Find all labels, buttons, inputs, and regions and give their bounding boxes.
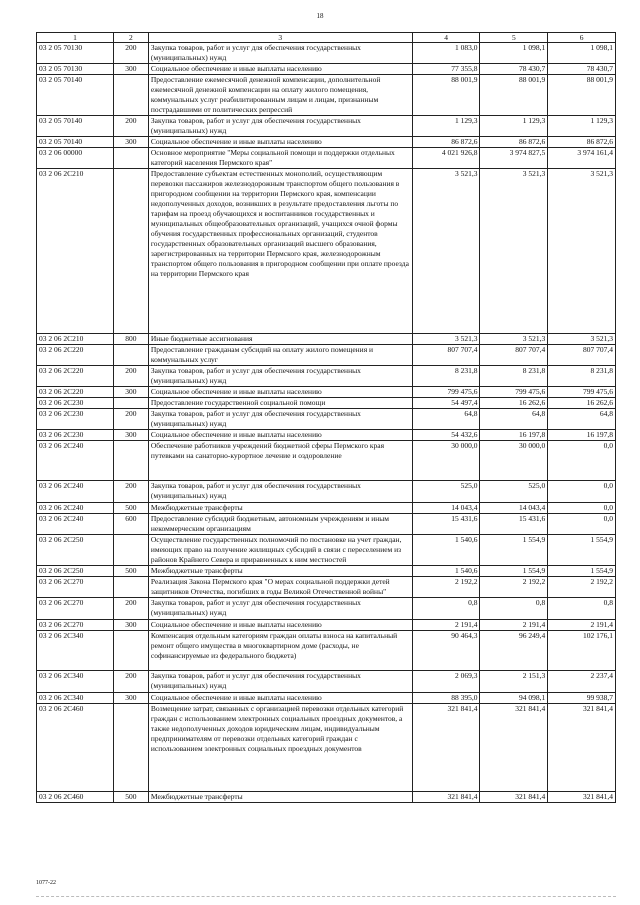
- table-row: [37, 409, 616, 430]
- cell-value-col5: 94 098,1: [480, 693, 548, 704]
- cell-kvr: [113, 631, 148, 671]
- header-col-1: 1: [37, 33, 114, 43]
- cell-value-col4: 88 395,0: [412, 693, 480, 704]
- budget-table: [36, 32, 616, 803]
- cell-value-col4: 2 191,4: [412, 620, 480, 631]
- table-row: [37, 430, 616, 441]
- table-row: [37, 481, 616, 503]
- cell-value-col6: 0,8: [548, 598, 616, 620]
- cell-name: Предоставление ежемесячной денежной компенсации, дополнительной ежемесячной денежной компенсации на оплату жилого помещения, коммунальных услуг реабилитированным лицам и лицам, признанным пострадавшими от политических репрессий: [148, 75, 412, 116]
- cell-value-col4: 1 540,6: [412, 566, 480, 577]
- table-row: [37, 503, 616, 514]
- cell-name: Закупка товаров, работ и услуг для обеспечения государственных (муниципальных) нужд: [148, 366, 412, 387]
- table-row: [37, 116, 616, 137]
- cell-value-col4: 321 841,4: [412, 792, 480, 803]
- cell-kvr: [113, 148, 148, 169]
- cell-value-col5: 1 554,9: [480, 566, 548, 577]
- cell-value-col4: 525,0: [412, 481, 480, 503]
- cell-name: Компенсация отдельным категориям граждан оплаты взноса на капитальный ремонт общего имущества в многоквартирном доме (расходы, не софинансируемые из федерального бюджета): [148, 631, 412, 671]
- cell-value-col5: 88 001,9: [480, 75, 548, 116]
- header-col-3: 3: [148, 33, 412, 43]
- cell-value-col6: 2 191,4: [548, 620, 616, 631]
- cell-name: Закупка товаров, работ и услуг для обеспечения государственных (муниципальных) нужд: [148, 43, 412, 64]
- cell-value-col6: 99 938,7: [548, 693, 616, 704]
- cell-value-col5: 16 197,8: [480, 430, 548, 441]
- cell-name: Социальное обеспечение и иные выплаты населению: [148, 430, 412, 441]
- cell-name: Межбюджетные трансферты: [148, 792, 412, 803]
- cell-kvr: 300: [113, 137, 148, 148]
- cell-name: Социальное обеспечение и иные выплаты населению: [148, 137, 412, 148]
- cell-name: Социальное обеспечение и иные выплаты населению: [148, 64, 412, 75]
- cell-code: 03 2 05 70140: [37, 116, 114, 137]
- cell-code: 03 2 06 2C230: [37, 398, 114, 409]
- cell-kvr: 500: [113, 503, 148, 514]
- cell-value-col5: 14 043,4: [480, 503, 548, 514]
- cell-code: 03 2 06 2C460: [37, 704, 114, 792]
- header-col-2: 2: [113, 33, 148, 43]
- cell-kvr: 500: [113, 792, 148, 803]
- cell-value-col6: 0,0: [548, 481, 616, 503]
- header-col-5: 5: [480, 33, 548, 43]
- cell-value-col6: 3 521,3: [548, 334, 616, 345]
- cell-value-col6: 2 237,4: [548, 671, 616, 693]
- cell-value-col6: 0,0: [548, 514, 616, 535]
- cell-code: 03 2 06 2C230: [37, 430, 114, 441]
- cell-name: Осуществление государственных полномочий по постановке на учет граждан, имеющих право на получение жилищных субсидий в связи с переселением из районов Крайнего Севера и приравненных к ним местностей: [148, 535, 412, 566]
- table-row: [37, 792, 616, 803]
- cell-value-col5: 15 431,6: [480, 514, 548, 535]
- cell-value-col6: 321 841,4: [548, 792, 616, 803]
- cell-name: Закупка товаров, работ и услуг для обеспечения государственных (муниципальных) нужд: [148, 481, 412, 503]
- table-row: [37, 43, 616, 64]
- table-row: [37, 148, 616, 169]
- cell-value-col5: 30 000,0: [480, 441, 548, 481]
- cell-value-col4: 3 521,3: [412, 334, 480, 345]
- cell-code: 03 2 05 70140: [37, 75, 114, 116]
- cell-value-col5: 321 841,4: [480, 792, 548, 803]
- table-row: [37, 366, 616, 387]
- table-row: [37, 387, 616, 398]
- cell-code: 03 2 06 2C250: [37, 566, 114, 577]
- cell-value-col5: 64,8: [480, 409, 548, 430]
- cell-kvr: 300: [113, 387, 148, 398]
- cell-code: 03 2 06 2C230: [37, 409, 114, 430]
- cell-value-col6: 3 974 161,4: [548, 148, 616, 169]
- cell-code: 03 2 06 2C340: [37, 693, 114, 704]
- cell-value-col5: 807 707,4: [480, 345, 548, 366]
- cell-code: 03 2 06 2C240: [37, 514, 114, 535]
- cell-value-col5: 321 841,4: [480, 704, 548, 792]
- cell-name: Иные бюджетные ассигнования: [148, 334, 412, 345]
- table-row: [37, 169, 616, 334]
- cell-value-col6: 0,0: [548, 503, 616, 514]
- table-row: [37, 671, 616, 693]
- cell-value-col4: 1 129,3: [412, 116, 480, 137]
- cell-kvr: [113, 75, 148, 116]
- table-row: [37, 334, 616, 345]
- cell-value-col4: 8 231,8: [412, 366, 480, 387]
- cell-value-col6: 1 129,3: [548, 116, 616, 137]
- cell-value-col4: 90 464,3: [412, 631, 480, 671]
- header-col-6: 6: [548, 33, 616, 43]
- cell-code: 03 2 06 2C220: [37, 366, 114, 387]
- cell-value-col4: 3 521,3: [412, 169, 480, 334]
- cell-code: 03 2 06 2C210: [37, 334, 114, 345]
- cell-value-col4: 54 432,6: [412, 430, 480, 441]
- cell-value-col6: 799 475,6: [548, 387, 616, 398]
- cell-kvr: 300: [113, 693, 148, 704]
- cell-code: 03 2 05 70130: [37, 64, 114, 75]
- table-row: [37, 704, 616, 792]
- cell-value-col5: 2 151,3: [480, 671, 548, 693]
- cell-name: Предоставление субъектам естественных монополий, осуществляющим перевозки пассажиров железнодорожным транспортом общего пользования в пригородном сообщении на территории Пермского края, компенсации недополученных доходов, возникших в результате предоставления льготы по тарифам на проезд обучающихся и воспитанников государственных и муниципальных общеобразовательных организаций, учащихся очной формы обучения государственных профессиональных организаций, студентов государственных образовательных организаций высшего образования, зарегистрированных на территории Пермского края, железнодорожным транспортом общего пользования в пригородном сообщении при оплате проезда на территории Пермского края: [148, 169, 412, 334]
- cell-code: 03 2 06 2C250: [37, 535, 114, 566]
- table-body: [37, 43, 616, 803]
- cell-name: Закупка товаров, работ и услуг для обеспечения государственных (муниципальных) нужд: [148, 409, 412, 430]
- cell-code: 03 2 06 2C460: [37, 792, 114, 803]
- cell-kvr: 200: [113, 116, 148, 137]
- cell-value-col5: 0,8: [480, 598, 548, 620]
- cell-value-col6: 321 841,4: [548, 704, 616, 792]
- cell-kvr: [113, 704, 148, 792]
- cell-kvr: 500: [113, 566, 148, 577]
- cell-value-col4: 88 001,9: [412, 75, 480, 116]
- cell-code: 03 2 06 00000: [37, 148, 114, 169]
- cell-value-col4: 0,8: [412, 598, 480, 620]
- cell-code: 03 2 06 2C270: [37, 577, 114, 598]
- cell-code: 03 2 05 70130: [37, 43, 114, 64]
- footer-code: 1077-22: [36, 880, 56, 886]
- cell-code: 03 2 06 2C220: [37, 387, 114, 398]
- cell-name: Социальное обеспечение и иные выплаты населению: [148, 387, 412, 398]
- table-row: [37, 535, 616, 566]
- cell-value-col5: 3 974 827,5: [480, 148, 548, 169]
- cell-name: Предоставление субсидий бюджетным, автономным учреждениям и иным некоммерческим организациям: [148, 514, 412, 535]
- cell-value-col5: 8 231,8: [480, 366, 548, 387]
- cell-value-col5: 96 249,4: [480, 631, 548, 671]
- table-row: [37, 137, 616, 148]
- cell-code: 03 2 05 70140: [37, 137, 114, 148]
- table-row: [37, 631, 616, 671]
- cell-value-col6: 1 554,9: [548, 535, 616, 566]
- table-row: [37, 75, 616, 116]
- table-row: [37, 620, 616, 631]
- cell-name: Социальное обеспечение и иные выплаты населению: [148, 693, 412, 704]
- cell-kvr: 300: [113, 64, 148, 75]
- cell-kvr: 200: [113, 598, 148, 620]
- cell-value-col4: 2 069,3: [412, 671, 480, 693]
- cell-value-col4: 799 475,6: [412, 387, 480, 398]
- cell-code: 03 2 06 2C340: [37, 631, 114, 671]
- cell-kvr: [113, 441, 148, 481]
- cell-value-col5: 2 192,2: [480, 577, 548, 598]
- cell-value-col5: 1 129,3: [480, 116, 548, 137]
- cell-value-col5: 78 430,7: [480, 64, 548, 75]
- cell-value-col6: 807 707,4: [548, 345, 616, 366]
- cell-kvr: 200: [113, 481, 148, 503]
- table-row: [37, 577, 616, 598]
- cell-value-col5: 86 872,6: [480, 137, 548, 148]
- cell-code: 03 2 06 2C240: [37, 503, 114, 514]
- cell-kvr: 200: [113, 43, 148, 64]
- cell-code: 03 2 06 2C270: [37, 620, 114, 631]
- table-row: [37, 514, 616, 535]
- cell-value-col6: 16 262,6: [548, 398, 616, 409]
- cell-kvr: [113, 398, 148, 409]
- cell-value-col4: 807 707,4: [412, 345, 480, 366]
- cell-value-col6: 3 521,3: [548, 169, 616, 334]
- cell-value-col4: 15 431,6: [412, 514, 480, 535]
- cell-value-col5: 3 521,3: [480, 334, 548, 345]
- cell-value-col4: 54 497,4: [412, 398, 480, 409]
- cell-code: 03 2 06 2C240: [37, 441, 114, 481]
- cell-kvr: 600: [113, 514, 148, 535]
- cell-value-col6: 102 176,1: [548, 631, 616, 671]
- cell-value-col6: 1 554,9: [548, 566, 616, 577]
- cell-value-col5: 3 521,3: [480, 169, 548, 334]
- cell-value-col4: 30 000,0: [412, 441, 480, 481]
- cell-value-col4: 1 083,0: [412, 43, 480, 64]
- cell-value-col6: 16 197,8: [548, 430, 616, 441]
- cell-value-col4: 86 872,6: [412, 137, 480, 148]
- cell-code: 03 2 06 2C340: [37, 671, 114, 693]
- cell-value-col4: 1 540,6: [412, 535, 480, 566]
- cell-name: Предоставление гражданам субсидий на оплату жилого помещения и коммунальных услуг: [148, 345, 412, 366]
- cell-value-col6: 8 231,8: [548, 366, 616, 387]
- table-row: [37, 693, 616, 704]
- page-number: 18: [316, 12, 324, 20]
- cell-kvr: [113, 535, 148, 566]
- cell-name: Межбюджетные трансферты: [148, 503, 412, 514]
- cell-value-col5: 2 191,4: [480, 620, 548, 631]
- cell-name: Возмещение затрат, связанных с организацией перевозки отдельных категорий граждан с использованием электронных социальных проездных документов, а также недополученных доходов юридическим лицам, индивидуальным предпринимателям от перевозки отдельных категорий граждан с использованием электронных социальных проездных документов: [148, 704, 412, 792]
- cell-name: Основное мероприятие "Меры социальной помощи и поддержки отдельных категорий населения Пермского края": [148, 148, 412, 169]
- cell-name: Закупка товаров, работ и услуг для обеспечения государственных (муниципальных) нужд: [148, 671, 412, 693]
- table-header-row: [37, 33, 616, 43]
- cell-kvr: 200: [113, 671, 148, 693]
- cell-value-col6: 2 192,2: [548, 577, 616, 598]
- cell-value-col5: 525,0: [480, 481, 548, 503]
- cell-value-col6: 88 001,9: [548, 75, 616, 116]
- cell-name: Закупка товаров, работ и услуг для обеспечения государственных (муниципальных) нужд: [148, 598, 412, 620]
- cell-name: Предоставление государственной социальной помощи: [148, 398, 412, 409]
- cell-kvr: [113, 577, 148, 598]
- cell-value-col4: 4 021 926,8: [412, 148, 480, 169]
- cell-kvr: [113, 169, 148, 334]
- cell-value-col6: 64,8: [548, 409, 616, 430]
- cell-kvr: 300: [113, 430, 148, 441]
- cell-value-col6: 86 872,6: [548, 137, 616, 148]
- table-row: [37, 566, 616, 577]
- cell-value-col4: 77 355,8: [412, 64, 480, 75]
- cell-value-col4: 14 043,4: [412, 503, 480, 514]
- table-row: [37, 441, 616, 481]
- cell-value-col4: 321 841,4: [412, 704, 480, 792]
- cell-value-col4: 2 192,2: [412, 577, 480, 598]
- cell-code: 03 2 06 2C270: [37, 598, 114, 620]
- header-col-4: 4: [412, 33, 480, 43]
- cell-kvr: 800: [113, 334, 148, 345]
- table-row: [37, 598, 616, 620]
- footer-divider: [36, 896, 616, 897]
- cell-value-col5: 1 554,9: [480, 535, 548, 566]
- cell-code: 03 2 06 2C240: [37, 481, 114, 503]
- cell-kvr: 200: [113, 366, 148, 387]
- cell-kvr: [113, 345, 148, 366]
- cell-name: Закупка товаров, работ и услуг для обеспечения государственных (муниципальных) нужд: [148, 116, 412, 137]
- cell-value-col6: 1 098,1: [548, 43, 616, 64]
- cell-name: Обеспечение работников учреждений бюджетной сферы Пермского края путевками на санаторно-курортное лечение и оздоровление: [148, 441, 412, 481]
- cell-name: Реализация Закона Пермского края "О мерах социальной поддержки детей защитников Отечества, погибших в годы Великой Отечественной войны": [148, 577, 412, 598]
- cell-value-col4: 64,8: [412, 409, 480, 430]
- cell-kvr: 300: [113, 620, 148, 631]
- cell-kvr: 200: [113, 409, 148, 430]
- table-row: [37, 398, 616, 409]
- cell-value-col5: 16 262,6: [480, 398, 548, 409]
- cell-code: 03 2 06 2C210: [37, 169, 114, 334]
- cell-value-col5: 1 098,1: [480, 43, 548, 64]
- table-row: [37, 345, 616, 366]
- table-row: [37, 64, 616, 75]
- cell-name: Межбюджетные трансферты: [148, 566, 412, 577]
- cell-value-col5: 799 475,6: [480, 387, 548, 398]
- cell-value-col6: 78 430,7: [548, 64, 616, 75]
- cell-value-col6: 0,0: [548, 441, 616, 481]
- cell-name: Социальное обеспечение и иные выплаты населению: [148, 620, 412, 631]
- cell-code: 03 2 06 2C220: [37, 345, 114, 366]
